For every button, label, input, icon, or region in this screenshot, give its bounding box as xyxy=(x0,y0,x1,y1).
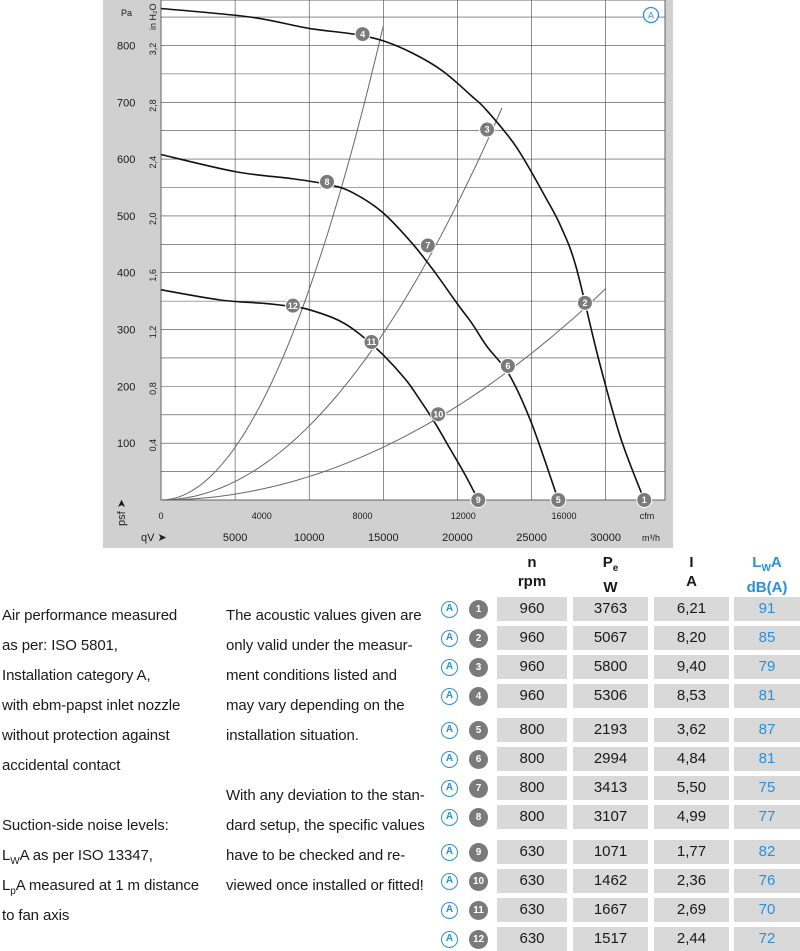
operating-point-badge: 1 xyxy=(469,600,488,619)
cell-lwa: 79 xyxy=(734,655,800,679)
cell-n: 800 xyxy=(497,776,567,800)
x-tick-m3h: 30000 xyxy=(590,532,622,544)
cell-n: 630 xyxy=(497,869,567,893)
operating-point-label: 2 xyxy=(582,298,588,309)
operating-point-badge: 10 xyxy=(469,872,488,891)
y-unit-inh2o: in H₂O xyxy=(148,3,158,30)
operating-point-badge: 12 xyxy=(469,930,488,949)
table-row xyxy=(0,597,800,621)
table-row xyxy=(0,869,800,897)
y-tick-pa: 400 xyxy=(117,267,136,280)
y-tick-inh2o: 2,0 xyxy=(148,212,158,226)
operating-point-badge: 6 xyxy=(469,750,488,769)
operating-point-label: 7 xyxy=(425,240,431,251)
cell-n: 960 xyxy=(497,626,567,650)
y-tick-inh2o: 2,4 xyxy=(148,155,158,169)
table-row xyxy=(0,840,800,867)
noise-levels-line-1: Suction-side noise levels: xyxy=(2,817,169,834)
x-unit-cfm: cfm xyxy=(639,511,655,521)
y-tick-pa: 600 xyxy=(117,154,136,167)
cell-i: 9,40 xyxy=(654,655,729,679)
operating-point-badge: 11 xyxy=(469,901,488,920)
y-tick-inh2o: 1,2 xyxy=(148,325,158,339)
operating-point-label: 6 xyxy=(505,361,511,372)
x-tick-cfm: 0 xyxy=(158,511,164,521)
x-tick-cfm: 8000 xyxy=(352,511,373,521)
x-tick-m3h: 10000 xyxy=(293,532,325,544)
cell-lwa: 85 xyxy=(734,626,800,650)
table-row xyxy=(0,626,800,650)
cell-lwa: 91 xyxy=(734,597,800,621)
deviation-note: With any deviation to the stan- dard setup, the specific values have to be checked and re- viewed once installed or fitted! xyxy=(226,787,425,894)
cell-lwa: 81 xyxy=(734,684,800,708)
cell-pe: 2994 xyxy=(573,747,648,771)
cell-n: 960 xyxy=(497,684,567,708)
cell-pe: 5306 xyxy=(573,684,648,708)
cell-lwa: 82 xyxy=(734,840,800,864)
cell-n: 630 xyxy=(497,840,567,864)
cell-n: 630 xyxy=(497,927,567,951)
cell-pe: 1462 xyxy=(573,869,648,893)
operating-point-badge: 7 xyxy=(469,779,488,798)
chart-panel xyxy=(103,0,673,548)
cell-pe: 3107 xyxy=(573,805,648,829)
x-tick-m3h: 25000 xyxy=(516,532,547,544)
noise-levels-line-4: to fan axis xyxy=(2,907,70,924)
curve-a-badge: A xyxy=(441,780,458,797)
operating-point-label: 10 xyxy=(433,409,444,420)
cell-pe: 1667 xyxy=(573,898,648,922)
curve-a-badge: A xyxy=(441,809,458,826)
cell-i: 4,99 xyxy=(654,805,729,829)
operating-point-badge: 8 xyxy=(469,808,488,827)
header-sound-power: $L_WA$ dB(A) xyxy=(746,554,788,596)
curve-a-badge: A xyxy=(441,844,458,861)
curve-a-badge: A xyxy=(441,902,458,919)
cell-n: 960 xyxy=(497,655,567,679)
x-tick-cfm: 4000 xyxy=(251,511,272,521)
table-row xyxy=(0,776,800,800)
operating-point-label: 9 xyxy=(475,495,481,506)
operating-point-label: 12 xyxy=(287,300,298,311)
cell-i: 6,21 xyxy=(654,597,729,621)
table-row xyxy=(0,747,800,771)
cell-lwa: 77 xyxy=(734,805,800,829)
operating-point-label: 5 xyxy=(555,495,561,506)
operating-point-badge: 3 xyxy=(469,658,488,677)
y-tick-pa: 100 xyxy=(117,438,136,451)
operating-point-label: 11 xyxy=(366,337,377,348)
y-tick-inh2o: 2,8 xyxy=(148,99,158,112)
cell-pe: 1517 xyxy=(573,927,648,951)
cell-n: 800 xyxy=(497,718,567,742)
curve-a-badge: A xyxy=(441,688,458,705)
cell-lwa: 72 xyxy=(734,927,800,951)
operating-point-badge: 5 xyxy=(469,721,488,740)
cell-i: 4,84 xyxy=(654,747,729,771)
air-performance-note: Air performance measured as per: ISO 5801, Installation category A, with ebm-papst inlet nozzle without protection against accidental contact xyxy=(2,607,181,774)
plot-area xyxy=(161,0,665,500)
cell-n: 960 xyxy=(497,597,567,621)
y-tick-inh2o: 0,4 xyxy=(148,438,158,452)
acoustic-validity-note: The acoustic values given are only valid under the measur- ment conditions listed and may vary depending on the installation situation. xyxy=(226,607,422,744)
cell-pe: 3413 xyxy=(573,776,648,800)
operating-point-label: 8 xyxy=(324,177,330,188)
y-tick-inh2o: 1,6 xyxy=(148,269,158,282)
x-tick-m3h: 15000 xyxy=(368,532,399,544)
operating-point-label: 3 xyxy=(484,124,490,135)
y-tick-pa: 700 xyxy=(117,97,136,110)
cell-i: 8,20 xyxy=(654,626,729,650)
cell-lwa: 81 xyxy=(734,747,800,771)
curve-a-badge: A xyxy=(441,873,458,890)
cell-i: 2,44 xyxy=(654,927,729,951)
cell-lwa: 70 xyxy=(734,898,800,922)
y-tick-pa: 200 xyxy=(117,381,136,394)
table-row xyxy=(0,684,800,708)
cell-n: 800 xyxy=(497,747,567,771)
noise-levels-line-3: $L_pA$ measured at 1 m distance xyxy=(2,877,200,897)
cell-i: 3,62 xyxy=(654,718,729,742)
cell-pe: 3763 xyxy=(573,597,648,621)
y-tick-pa: 300 xyxy=(117,324,136,337)
x-axis-label: qV ➤ xyxy=(141,532,167,544)
y-unit-pa: Pa xyxy=(121,8,133,18)
cell-lwa: 76 xyxy=(734,869,800,893)
cell-n: 800 xyxy=(497,805,567,829)
operating-point-badge: 2 xyxy=(469,629,488,648)
cell-lwa: 87 xyxy=(734,718,800,742)
cell-pe: 5800 xyxy=(573,655,648,679)
operating-point-badge: 4 xyxy=(469,687,488,706)
table-header xyxy=(0,553,800,596)
cell-pe: 5067 xyxy=(573,626,648,650)
table-row xyxy=(0,655,800,679)
cell-pe: 1071 xyxy=(573,840,648,864)
curve-a-badge-label: A xyxy=(647,10,655,21)
cell-i: 5,50 xyxy=(654,776,729,800)
noise-levels-line-2: $L_WA$ as per ISO 13347, xyxy=(2,847,153,867)
cell-n: 630 xyxy=(497,898,567,922)
curve-a-badge: A xyxy=(441,601,458,618)
table-row xyxy=(0,805,800,829)
cell-i: 2,69 xyxy=(654,898,729,922)
x-tick-m3h: 5000 xyxy=(222,532,248,544)
cell-i: 8,53 xyxy=(654,684,729,708)
y-tick-pa: 500 xyxy=(117,210,136,223)
curve-a-badge: A xyxy=(441,751,458,768)
x-tick-cfm: 12000 xyxy=(450,511,476,521)
cell-pe: 2193 xyxy=(573,718,648,742)
table-row xyxy=(0,898,800,922)
x-unit-m3h: m³/h xyxy=(642,533,660,543)
curve-a-badge: A xyxy=(441,931,458,948)
operating-point-label: 4 xyxy=(360,29,366,40)
y-axis-label: psf ➤ xyxy=(116,499,128,526)
y-tick-inh2o: 0,8 xyxy=(148,382,158,395)
curve-a-badge: A xyxy=(441,722,458,739)
x-tick-m3h: 20000 xyxy=(442,532,473,544)
table-row xyxy=(0,927,800,951)
cell-i: 2,36 xyxy=(654,869,729,893)
x-tick-cfm: 16000 xyxy=(551,511,577,521)
cell-lwa: 75 xyxy=(734,776,800,800)
curve-a-badge: A xyxy=(441,659,458,676)
y-tick-pa: 800 xyxy=(117,40,136,53)
operating-point-badge: 9 xyxy=(469,843,488,862)
table-row xyxy=(0,718,800,742)
header-current: I A xyxy=(686,554,697,590)
cell-i: 1,77 xyxy=(654,840,729,864)
curve-a-badge: A xyxy=(441,630,458,647)
header-speed: n rpm xyxy=(517,554,547,590)
y-tick-inh2o: 3,2 xyxy=(148,42,158,56)
operating-point-label: 1 xyxy=(641,495,647,506)
header-power: $P_e$ W xyxy=(602,554,619,596)
fan-performance-chart xyxy=(103,0,673,548)
